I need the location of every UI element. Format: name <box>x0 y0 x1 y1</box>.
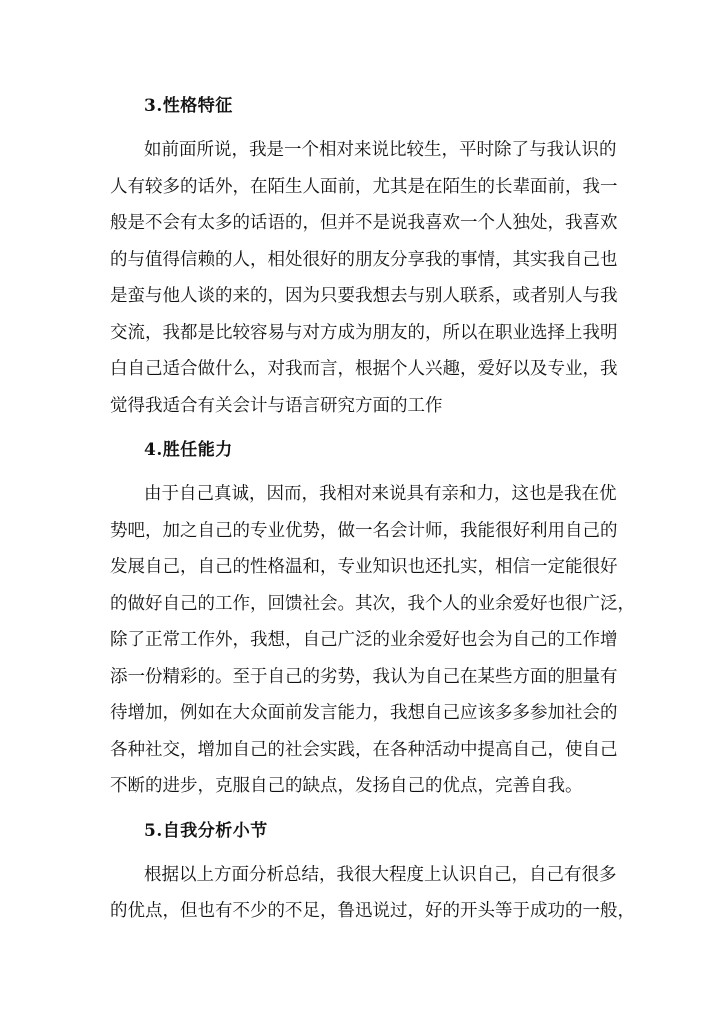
paragraph-line: 的做好自己的工作，回馈社会。其次，我个人的业余爱好也很广泛， <box>110 593 635 614</box>
paragraph-line: 白自己适合做什么，对我而言，根据个人兴趣，爱好以及专业，我 <box>110 359 618 379</box>
section-heading-5: 5.自我分析小节 <box>144 820 268 841</box>
paragraph-line: 的优点，但也有不少的不足，鲁迅说过，好的开头等于成功的一般， <box>110 901 635 921</box>
paragraph-line: 发展自己，自己的性格温和，专业知识也还扎实，相信一定能很好 <box>110 557 618 577</box>
paragraph-line: 除了正常工作外，我想，自己广泛的业余爱好也会为自己的工作增 <box>110 630 618 650</box>
document-body <box>110 88 635 930</box>
paragraph-line: 是蛮与他人谈的来的，因为只要我想去与别人联系，或者别人与我 <box>110 286 618 306</box>
paragraph-line: 由于自己真诚，因而，我相对来说具有亲和力，这也是我在优 <box>144 484 617 504</box>
section-paragraph-4 <box>110 476 635 805</box>
paragraph-line: 不断的进步，克服自己的缺点，发扬自己的优点，完善自我。 <box>110 776 583 796</box>
section-heading-4: 4.胜任能力 <box>144 440 233 460</box>
paragraph-line: 添一份精彩的。至于自己的劣势，我认为自己在某些方面的胆量有 <box>110 666 618 687</box>
paragraph-line: 觉得我适合有关会计与语言研究方面的工作 <box>110 395 443 416</box>
section-paragraph-5 <box>110 857 635 930</box>
paragraph-line: 般是不会有太多的话语的，但并不是说我喜欢一个人独处，我喜欢 <box>110 213 618 233</box>
paragraph-line: 交流，我都是比较容易与对方成为朋友的，所以在职业选择上我明 <box>110 322 618 343</box>
paragraph-line: 各种社交，增加自己的社会实践，在各种活动中提高自己，使自己 <box>110 739 618 760</box>
paragraph-line: 如前面所说，我是一个相对来说比较生，平时除了与我认识的 <box>144 140 617 160</box>
paragraph-line: 人有较多的话外，在陌生人面前，尤其是在陌生的长辈面前，我一 <box>110 176 618 197</box>
paragraph-line: 的与值得信赖的人，相处很好的朋友分享我的事情，其实我自己也 <box>110 249 618 270</box>
section-heading-3: 3.性格特征 <box>144 96 233 116</box>
section-paragraph-3 <box>110 132 618 424</box>
paragraph-line: 势吧，加之自己的专业优势，做一名会计师，我能很好利用自己的 <box>110 520 618 541</box>
paragraph-line: 根据以上方面分析总结，我很大程度上认识自己，自己有很多 <box>144 864 617 885</box>
paragraph-line: 待增加，例如在大众面前发言能力，我想自己应该多多参加社会的 <box>110 703 618 723</box>
